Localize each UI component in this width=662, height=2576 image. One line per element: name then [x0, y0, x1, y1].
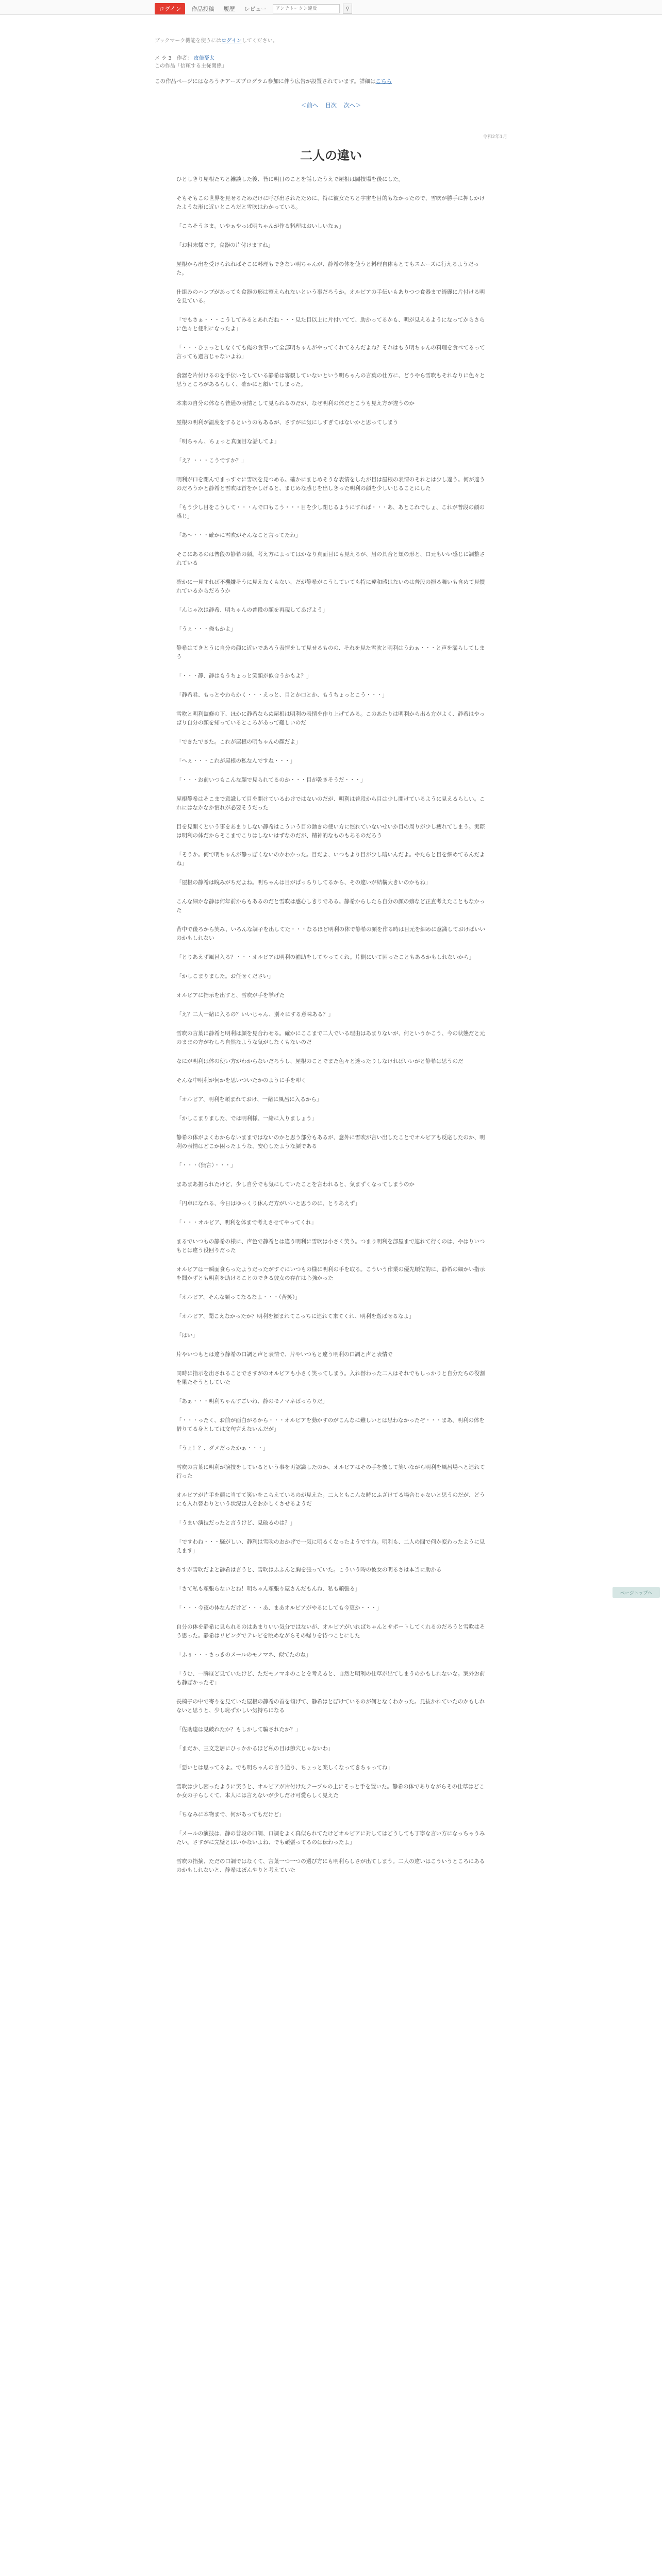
- novel-paragraph: 「まだか、三文芝居にひっかかるほど私の目は節穴じゃないわ」: [176, 1745, 334, 1752]
- prev-link[interactable]: ＜前へ: [301, 102, 318, 109]
- post-date: 令和2年1月: [483, 134, 507, 140]
- episode-line: この作品「信頼する主従関係」: [155, 63, 227, 69]
- novel-paragraph: オルビアが片手を顔に当てて笑いをこらえているのが見えた。二人ともこんな時にふざけてる場合じゃないと思うのだが、どうにも入れ替わりという状況は人をおかしくさせるようだ: [176, 1492, 485, 1507]
- novel-paragraph: 「でもさぁ・・・こうしてみるとあれだね・・・見た目以上に片付いてて、助かってるかも、明が見えるようになってからさらに色々と便利になったよ」: [176, 317, 485, 332]
- novel-paragraph: 「悪いとは思ってるよ。でも明ちゃんの言う通り、ちょっと楽しくなってきちゃってね」: [176, 1765, 393, 1771]
- novel-paragraph: まあまあ振られたけど、少し自分でも気にしていたことを言われると、気まずくなってしまうのか: [176, 1181, 415, 1188]
- work-meta: [155, 55, 227, 70]
- novel-paragraph: 「さて私も頑張らないとね！明ちゃん頑張り屋さんだもんね、私も頑張る」: [176, 1586, 360, 1592]
- novel-paragraph: 確かに一見すれば不機嫌そうに見えなくもない、だが静希がこうしていても特に違和感はないのは普段の振る舞いも含めて見慣れているからだろうか: [176, 579, 485, 594]
- series-line: メ ラ 3 作者：: [155, 56, 192, 61]
- top-bar: [0, 0, 662, 15]
- search-input[interactable]: [273, 4, 340, 13]
- nav-review[interactable]: レビュー: [244, 6, 267, 12]
- novel-paragraph: 「メールの演技は、静の普段の口調、口調をよく真似られてたけどオルビアに対してはどうしても丁寧な言い方になっちゃうみたい。さすがに完璧とはいかないよね、でも頑張ってるのは伝わったよ」: [176, 1831, 485, 1845]
- next-link[interactable]: 次へ＞: [344, 102, 361, 109]
- novel-paragraph: 「うまい演技だったと言うけど、見破るのは？」: [176, 1520, 295, 1526]
- toc-link[interactable]: 目次: [325, 102, 337, 109]
- page-top-button[interactable]: ページトップへ: [613, 1587, 660, 1598]
- novel-paragraph: そんな中明利が何かを思いついたかのように手を叩く: [176, 1077, 306, 1083]
- novel-paragraph: 「もう少し目をこうして・・・んで口もこう・・・目を少し閉じるようにすれば・・・あ、あとこれでしょ、これが普段の顔の感じ」: [176, 504, 485, 519]
- novel-paragraph: 「うぇ！？、ダメだったかぁ・・・」: [176, 1445, 269, 1451]
- nav-history[interactable]: 履歴: [223, 6, 235, 12]
- novel-paragraph: 「オルビア、そんな顔ってなるなよ・・・（苦笑）」: [176, 1294, 301, 1300]
- novel-paragraph: 「ちなみに本物まで、何があってもだけど」: [176, 1811, 285, 1818]
- novel-paragraph: 「かしこまりました、では明利様、一緒に入りましょう」: [176, 1115, 317, 1122]
- novel-paragraph: 「え？二人一緒に入るの？いいじゃん、別々にする意味ある？」: [176, 1011, 334, 1018]
- novel-paragraph: 「ふぅ・・・さっきのメールのモノマネ、似てたのね」: [176, 1652, 311, 1658]
- bookmark-notice: [155, 36, 278, 44]
- novel-paragraph: 片やいつもとは違う静希の口調と声と表情で、片やいつもと違う明利の口調と声と表情で: [176, 1351, 393, 1358]
- notice-suffix: してください。: [241, 38, 278, 44]
- nav-post[interactable]: 作品投稿: [191, 6, 214, 12]
- novel-paragraph: 「静希君、もっとやわらかく・・・えっと、目とか口とか、もうちょっとこう・・・」: [176, 692, 388, 698]
- novel-paragraph: 同時に指示を出されることでさすがのオルビアも小さく笑ってしまう。入れ替わった二人はそれでもしっかりと自分たちの役割を果たそうとしていた: [176, 1370, 485, 1385]
- novel-paragraph: 仕組みのハンプがあっても食器の形は整えられないという事だろうか。オルビアの手伝いもありつつ食器まで綺麗に片付ける明を見ている。: [176, 289, 485, 304]
- novel-paragraph: 明利が口を閉んでまっすぐに雪吹を見つめる。確かにまじめそうな表情をしたが目は屋根の表情のそれとは少し違う。何が違うのだろうかと静希と雪吹は首をかしげると、まじめな感じを出しきった明利の顔を少しいじることにした: [176, 477, 485, 492]
- novel-paragraph: 「え？・・・こうですか？」: [176, 457, 247, 464]
- novel-paragraph: 目を見開くという事をあまりしない静希はこういう目の動きの使い方に慣れていないせいか目の周りが少し疲れてしまう。実際は明利の体だからそこまでこりはしないはずなのだが、精神的なものもあるのだろう: [176, 824, 485, 839]
- novel-paragraph: 「こちそうさま。いやぁやっぱ明ちゃんが作る料理はおいしいなぁ」: [176, 223, 344, 229]
- novel-paragraph: そもそもこの世界を見せるためだけに呼び出されたために、特に彼女たちと宇宙を目的もなかったので、雪吹が勝手に押しかけたような形に近いところだと雪吹はわかっている。: [176, 195, 485, 210]
- author-link[interactable]: 皮倍憂太: [193, 56, 214, 61]
- novel-paragraph: オルビアは一瞬面食らったようだったがすぐにいつもの様に明利の手を取る。こういう作業の優先順位的に、静希の細かい指示を聞かずとも明利を助けることのできる彼女の存在は心強かった: [176, 1266, 485, 1281]
- novel-paragraph: 雪吹の言葉に静希と明利は顔を見合わせる。確かにここまで二人でいる理由はあまりないが、何というかこう、今の状態だと元のままの方がむしろ自然なような気がしなくもないのだ: [176, 1030, 485, 1045]
- novel-paragraph: 雪吹と明利監修の下、ほかに静希ならぬ屋根は明利の表情を作り上げてみる。このあたりは明利から出る方がよく、静希はやっぱり自分の顔を知っているところがあって難しいのだ: [176, 711, 485, 726]
- novel-paragraph: 雪吹の言葉に明利が演技をしているという事を再認識したのか、オルビアはその手を放して笑いながら明利を風呂場へと連れて行った: [176, 1464, 485, 1479]
- novel-paragraph: さすが雪吹だよと静希は言うと、雪吹はふふんと胸を張っていた。こういう時の彼女の明るさは本当に助かる: [176, 1567, 442, 1573]
- notice-prefix: ブックマーク機能を使うには: [155, 38, 222, 44]
- ad-notice-link[interactable]: こちら: [375, 78, 392, 84]
- novel-paragraph: 「佐助達は見破れたか？もしかして騙されたか？」: [176, 1726, 301, 1733]
- novel-paragraph: 「そうか。何で明ちゃんが静っぽくないのかわかった。目だよ、いつもより目が少し暗いんだよ。やたらと目を細めてるんだよね」: [176, 852, 485, 867]
- novel-paragraph: 「屋根の静希は睨みがちだよね。明ちゃんは目がぱっちりしてるから、その違いが結構大きいのかもね」: [176, 879, 431, 886]
- novel-paragraph: 「ですわね・・・騒がしい、静利は雪吹のおかげで一気に明るくなったようですね。明利も、二人の間で何か変わったように見えます」: [176, 1539, 485, 1554]
- novel-paragraph: まるでいつもの静希の様に、声色で静希とは違う明利に雪吹は小さく笑う。つまり明利を部屋まで連れて行くのは、やはりいつもとは違う役回りだった: [176, 1239, 485, 1253]
- novel-paragraph: 「明ちゃん、ちょっと真面目な話してよ」: [176, 438, 280, 445]
- novel-paragraph: そこにあるのは普段の静希の顔。考え方によってはかなり真面目にも見えるが、眉の具合と頬の形と、口元もいい感じに調整されている: [176, 551, 485, 566]
- novel-paragraph: オルビアに指示を出すと、雪吹が手を挙げた: [176, 992, 285, 998]
- novel-paragraph: 屋根の明利が温度をするというのもあるが、さすがに気にしすぎてはないかと思ってしまう: [176, 419, 399, 426]
- novel-paragraph: こんな細かな静は何年前からもあるのだと雪吹は感心しきりである。静希からしたら自分の顔の癖など正直考えたこともなかった: [176, 899, 485, 913]
- novel-paragraph: 「へぇ・・・これが屋根の私なんですね・・・」: [176, 758, 295, 764]
- novel-paragraph: 屋根静希はそこまで意識して目を開けているわけではないのだが、明利は普段から目は少し開けているように見えるらしい。これにはなかなか慣れが必要そうだった: [176, 796, 485, 811]
- novel-paragraph: 「・・・オルビア、明利を体まで考えさせてやってくれ」: [176, 1219, 317, 1226]
- novel-paragraph: 「うぇ・・・俺もかよ」: [176, 626, 236, 632]
- notice-login-link[interactable]: ログイン: [221, 38, 242, 44]
- novel-paragraph: 「うむ、一瞬ほど見ていたけど、ただモノマネのことを考えると、自然と明利の仕草が出てしまうのかもしれないな。案外お前も静ぽかったぞ」: [176, 1671, 485, 1686]
- novel-paragraph: 「かしこまりました。お任せください」: [176, 973, 274, 979]
- ad-notice: [155, 77, 392, 85]
- ad-notice-text: この作品ページにはなろうチアーズプログラム参加に伴う広告が設置されています。詳細は: [155, 78, 376, 84]
- novel-paragraph: 「・・・（無言）・・・」: [176, 1162, 236, 1168]
- novel-paragraph: 「んじゃ次は静希、明ちゃんの普段の顔を再現してあげよう」: [176, 607, 328, 613]
- novel-paragraph: 自分の体を静希に見られるのはあまりいい気分ではないが、オルビアがいればちゃんとサポートしてくれるのだろうと雪吹はそう思った。静希はリビングでテレビを眺めながらその帰りを待つことにした: [176, 1624, 485, 1639]
- chapter-title: 二人の違い: [300, 148, 362, 163]
- novel-paragraph: 「・・・お前いつもこんな顔で見られてるのか・・・目が乾きそうだ・・・」: [176, 777, 366, 783]
- novel-paragraph: 食器を片付けるのを手伝いをしている静希は客観していないという明ちゃんの言葉の仕方に、どうやら雪吹もそれなりに色々と思うところがあるらしく、確かにと頷いてしまった。: [176, 372, 485, 387]
- novel-paragraph: 「はい」: [176, 1332, 198, 1338]
- novel-paragraph: 静希はてきとうに自分の顔に近いであろう表情をして見せるものの、それを見た雪吹と明利はうわぁ・・・と声を漏らしてしまう: [176, 645, 485, 660]
- novel-paragraph: 「お粗末様です。食器の片付けますね」: [176, 242, 274, 248]
- novel-paragraph: 「・・・静、静はもうちょっと笑顔が似合うかもよ？」: [176, 673, 312, 679]
- novel-paragraph: 「とりあえず風呂入る？・・・オルビアは明利の補助をしてやってくれ。片側にいて困ったこともあるかもしれないから」: [176, 954, 475, 960]
- pager-top: [0, 101, 662, 109]
- novel-paragraph: 屋根から出を受けられればそこに料理もできない明ちゃんが、静希の体を使うと料理自体もとてもスムーズに行えるようだった。: [176, 261, 479, 276]
- novel-paragraph: 「オルビア、明利を頼まれておけ、一緒に風呂に入るから」: [176, 1096, 322, 1103]
- top-nav: [155, 3, 352, 14]
- novel-paragraph: なにが明利は体の使い方がわからないだろうし、屋根のことでまた色々と迷ったりしなければいいがと静希は思うのだ: [176, 1058, 464, 1064]
- novel-paragraph: 本来の自分の体なら普通の表情として見られるのだが、なぜ明利の体だとこうも見え方が違うのか: [176, 400, 415, 406]
- login-button[interactable]: ログイン: [155, 3, 185, 14]
- novel-paragraph: 雪吹は少し困ったように笑うと、オルビアが片付けたテーブルの上にそっと手を置いた。静希の体でありながらその仕草はどこか女の子らしくて、本人には言えないが少しだけ可愛らしく見えた: [176, 1784, 485, 1799]
- novel-paragraph: 「・・・ったく、お前が面白がるから・・・オルビアを動かすのがこんなに難しいとは思わなかったぞ・・・まあ、明利の体を借りてる身としては文句言えないんだが」: [176, 1417, 485, 1432]
- novel-paragraph: 「あぁ・・・明利ちゃんすごいね、静のモノマネばっちりだ」: [176, 1398, 328, 1404]
- novel-paragraph: 「円卓になれる、今日はゆっくり休んだ方がいいと思うのに、とりあえず」: [176, 1200, 360, 1207]
- novel-paragraph: 「あ～・・・確かに雪吹がそんなこと言ってたわ」: [176, 532, 301, 538]
- novel-paragraph: 「・・・今夜の体なんだけど・・・あ、まあオルビアがやるにしても今更か・・・」: [176, 1605, 382, 1611]
- novel-paragraph: 長椅子の中で寄りを見ていた屋根の静希の首を傾げて、静希はとぼけているのが何となくわかった。見抜かれていたのかもしれないと思うと、少し恥ずかしい気持ちになる: [176, 1699, 485, 1714]
- novel-paragraph: ひとしきり屋根たちと雑談した後、皆に明日のことを話したうえで屋根は闘技場を後にした。: [176, 176, 404, 182]
- novel-paragraph: 静希の体がよくわからないままではないのかと思う部分もあるが、意外に雪吹が言い出したことでオルビアも反応したのか、明利の表情はどこか困ったような、安心したような顔である: [176, 1134, 485, 1149]
- search-icon[interactable]: ⚲: [343, 4, 352, 14]
- novel-body: [176, 175, 486, 1885]
- novel-paragraph: 「できたできた。これが屋根の明ちゃんの顔だよ」: [176, 739, 301, 745]
- novel-paragraph: 「オルビア、聞こえなかったか？明利を頼まれてこっちに連れて来てくれ、明利を遊ばせるなよ」: [176, 1313, 415, 1319]
- novel-paragraph: 「・・・ひょっとしなくても俺の食事って全部明ちゃんがやってくれてるんだよね？それはもう明ちゃんの料理を食べてるって言っても過言じゃないよね」: [176, 345, 485, 360]
- novel-paragraph: 背中で後ろから笑み、いろんな調子を出してた・・・なるほど明利の体で静希の顔を作る時は目元を細めに意識しておけばいいのかもしれない: [176, 926, 486, 941]
- novel-paragraph: 雪吹の指摘、ただの口調ではなくて、言葉一つ一つの選び方にも明利らしさが出てしまう。二人の違いはこういうところにあるのかもしれないと、静希はぼんやりと考えていた: [176, 1858, 485, 1873]
